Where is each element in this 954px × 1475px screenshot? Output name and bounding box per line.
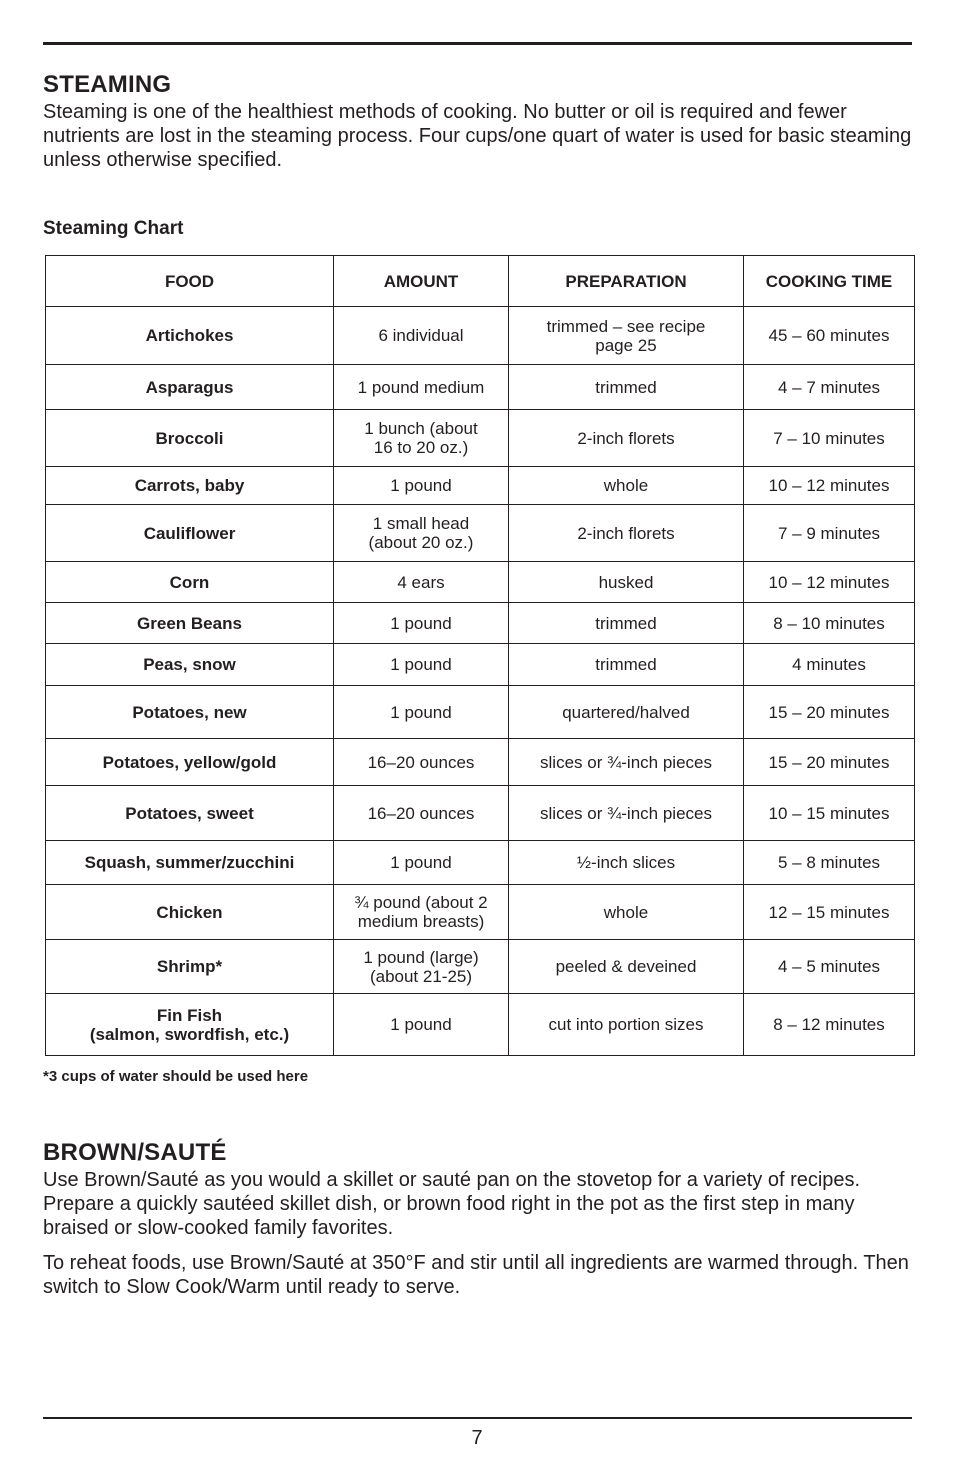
cooking-time-cell: 10 – 12 minutes bbox=[744, 562, 915, 603]
bottom-rule bbox=[43, 1417, 912, 1419]
amount-cell: 4 ears bbox=[334, 562, 509, 603]
amount-cell: 1 bunch (about 16 to 20 oz.) bbox=[334, 410, 509, 467]
header-food: FOOD bbox=[46, 256, 334, 307]
preparation-cell: whole bbox=[509, 467, 744, 505]
food-cell: Shrimp* bbox=[46, 940, 334, 994]
header-amount: AMOUNT bbox=[334, 256, 509, 307]
steaming-heading: STEAMING bbox=[43, 71, 172, 98]
table-row bbox=[46, 686, 915, 739]
food-cell: Corn bbox=[46, 562, 334, 603]
food-cell: Potatoes, yellow/gold bbox=[46, 739, 334, 786]
preparation-cell: trimmed – see recipe page 25 bbox=[509, 307, 744, 365]
table-header-row bbox=[46, 256, 915, 307]
table-row bbox=[46, 562, 915, 603]
cooking-time-cell: 10 – 12 minutes bbox=[744, 467, 915, 505]
steaming-table bbox=[45, 255, 915, 1056]
preparation-cell: trimmed bbox=[509, 365, 744, 410]
preparation-cell: 2-inch florets bbox=[509, 410, 744, 467]
food-cell: Fin Fish (salmon, swordfish, etc.) bbox=[46, 994, 334, 1056]
cooking-time-cell: 45 – 60 minutes bbox=[744, 307, 915, 365]
preparation-cell: quartered/halved bbox=[509, 686, 744, 739]
cooking-time-cell: 15 – 20 minutes bbox=[744, 686, 915, 739]
preparation-cell: 2-inch florets bbox=[509, 505, 744, 562]
cooking-time-cell: 4 – 7 minutes bbox=[744, 365, 915, 410]
amount-cell: ¾ pound (about 2 medium breasts) bbox=[334, 885, 509, 940]
preparation-cell: husked bbox=[509, 562, 744, 603]
steaming-chart bbox=[45, 255, 914, 1056]
food-cell: Chicken bbox=[46, 885, 334, 940]
cooking-time-cell: 7 – 10 minutes bbox=[744, 410, 915, 467]
cooking-time-cell: 4 – 5 minutes bbox=[744, 940, 915, 994]
table-row bbox=[46, 885, 915, 940]
amount-cell: 1 pound bbox=[334, 994, 509, 1056]
food-cell: Broccoli bbox=[46, 410, 334, 467]
food-cell: Squash, summer/zucchini bbox=[46, 841, 334, 885]
food-cell: Peas, snow bbox=[46, 644, 334, 686]
amount-cell: 1 pound bbox=[334, 467, 509, 505]
amount-cell: 1 pound bbox=[334, 644, 509, 686]
amount-cell: 1 pound bbox=[334, 841, 509, 885]
table-row bbox=[46, 307, 915, 365]
food-cell: Carrots, baby bbox=[46, 467, 334, 505]
amount-cell: 1 pound medium bbox=[334, 365, 509, 410]
preparation-cell: ½-inch slices bbox=[509, 841, 744, 885]
top-rule bbox=[43, 42, 912, 45]
amount-cell: 1 pound bbox=[334, 603, 509, 644]
table-row bbox=[46, 786, 915, 841]
amount-cell: 16–20 ounces bbox=[334, 739, 509, 786]
brown-saute-para-2: To reheat foods, use Brown/Sauté at 350°F and stir until all ingredients are warmed through. Then switch to Slow Cook/Warm until ready to serve. bbox=[43, 1252, 909, 1298]
cooking-time-cell: 12 – 15 minutes bbox=[744, 885, 915, 940]
cooking-time-cell: 10 – 15 minutes bbox=[744, 786, 915, 841]
amount-cell: 6 individual bbox=[334, 307, 509, 365]
cooking-time-cell: 4 minutes bbox=[744, 644, 915, 686]
table-row bbox=[46, 841, 915, 885]
table-row bbox=[46, 365, 915, 410]
table-row bbox=[46, 739, 915, 786]
food-cell: Green Beans bbox=[46, 603, 334, 644]
table-row bbox=[46, 410, 915, 467]
header-preparation: PREPARATION bbox=[509, 256, 744, 307]
table-row bbox=[46, 644, 915, 686]
amount-cell: 1 pound bbox=[334, 686, 509, 739]
page-number: 7 bbox=[471, 1427, 483, 1449]
table-row bbox=[46, 994, 915, 1056]
preparation-cell: slices or ¾-inch pieces bbox=[509, 739, 744, 786]
food-cell: Potatoes, sweet bbox=[46, 786, 334, 841]
preparation-cell: peeled & deveined bbox=[509, 940, 744, 994]
amount-cell: 16–20 ounces bbox=[334, 786, 509, 841]
steaming-chart-title: Steaming Chart bbox=[43, 218, 184, 239]
food-cell: Potatoes, new bbox=[46, 686, 334, 739]
food-cell: Artichokes bbox=[46, 307, 334, 365]
table-row bbox=[46, 505, 915, 562]
preparation-cell: trimmed bbox=[509, 603, 744, 644]
preparation-cell: whole bbox=[509, 885, 744, 940]
cooking-time-cell: 15 – 20 minutes bbox=[744, 739, 915, 786]
footnote: *3 cups of water should be used here bbox=[43, 1068, 309, 1085]
food-cell: Cauliflower bbox=[46, 505, 334, 562]
amount-cell: 1 pound (large) (about 21-25) bbox=[334, 940, 509, 994]
cooking-time-cell: 8 – 12 minutes bbox=[744, 994, 915, 1056]
table-row bbox=[46, 467, 915, 505]
cooking-time-cell: 7 – 9 minutes bbox=[744, 505, 915, 562]
steaming-intro: Steaming is one of the healthiest methods of cooking. No butter or oil is required and fewer nutrients are lost in the steaming process. Four cups/one quart of water is used for basic steaming unless otherwise specified. bbox=[43, 101, 912, 171]
preparation-cell: cut into portion sizes bbox=[509, 994, 744, 1056]
preparation-cell: slices or ¾-inch pieces bbox=[509, 786, 744, 841]
cooking-time-cell: 8 – 10 minutes bbox=[744, 603, 915, 644]
table-row bbox=[46, 940, 915, 994]
brown-saute-heading: BROWN/SAUTÉ bbox=[43, 1139, 227, 1166]
brown-saute-para-1: Use Brown/Sauté as you would a skillet or sauté pan on the stovetop for a variety of recipes. Prepare a quickly sautéed skillet dish, or brown food right in the pot as the first step in many braised or slow-cooked family favorites. bbox=[43, 1169, 861, 1239]
amount-cell: 1 small head (about 20 oz.) bbox=[334, 505, 509, 562]
table-row bbox=[46, 603, 915, 644]
preparation-cell: trimmed bbox=[509, 644, 744, 686]
header-cooking-time: COOKING TIME bbox=[744, 256, 915, 307]
table-body bbox=[46, 307, 915, 1056]
cooking-time-cell: 5 – 8 minutes bbox=[744, 841, 915, 885]
food-cell: Asparagus bbox=[46, 365, 334, 410]
